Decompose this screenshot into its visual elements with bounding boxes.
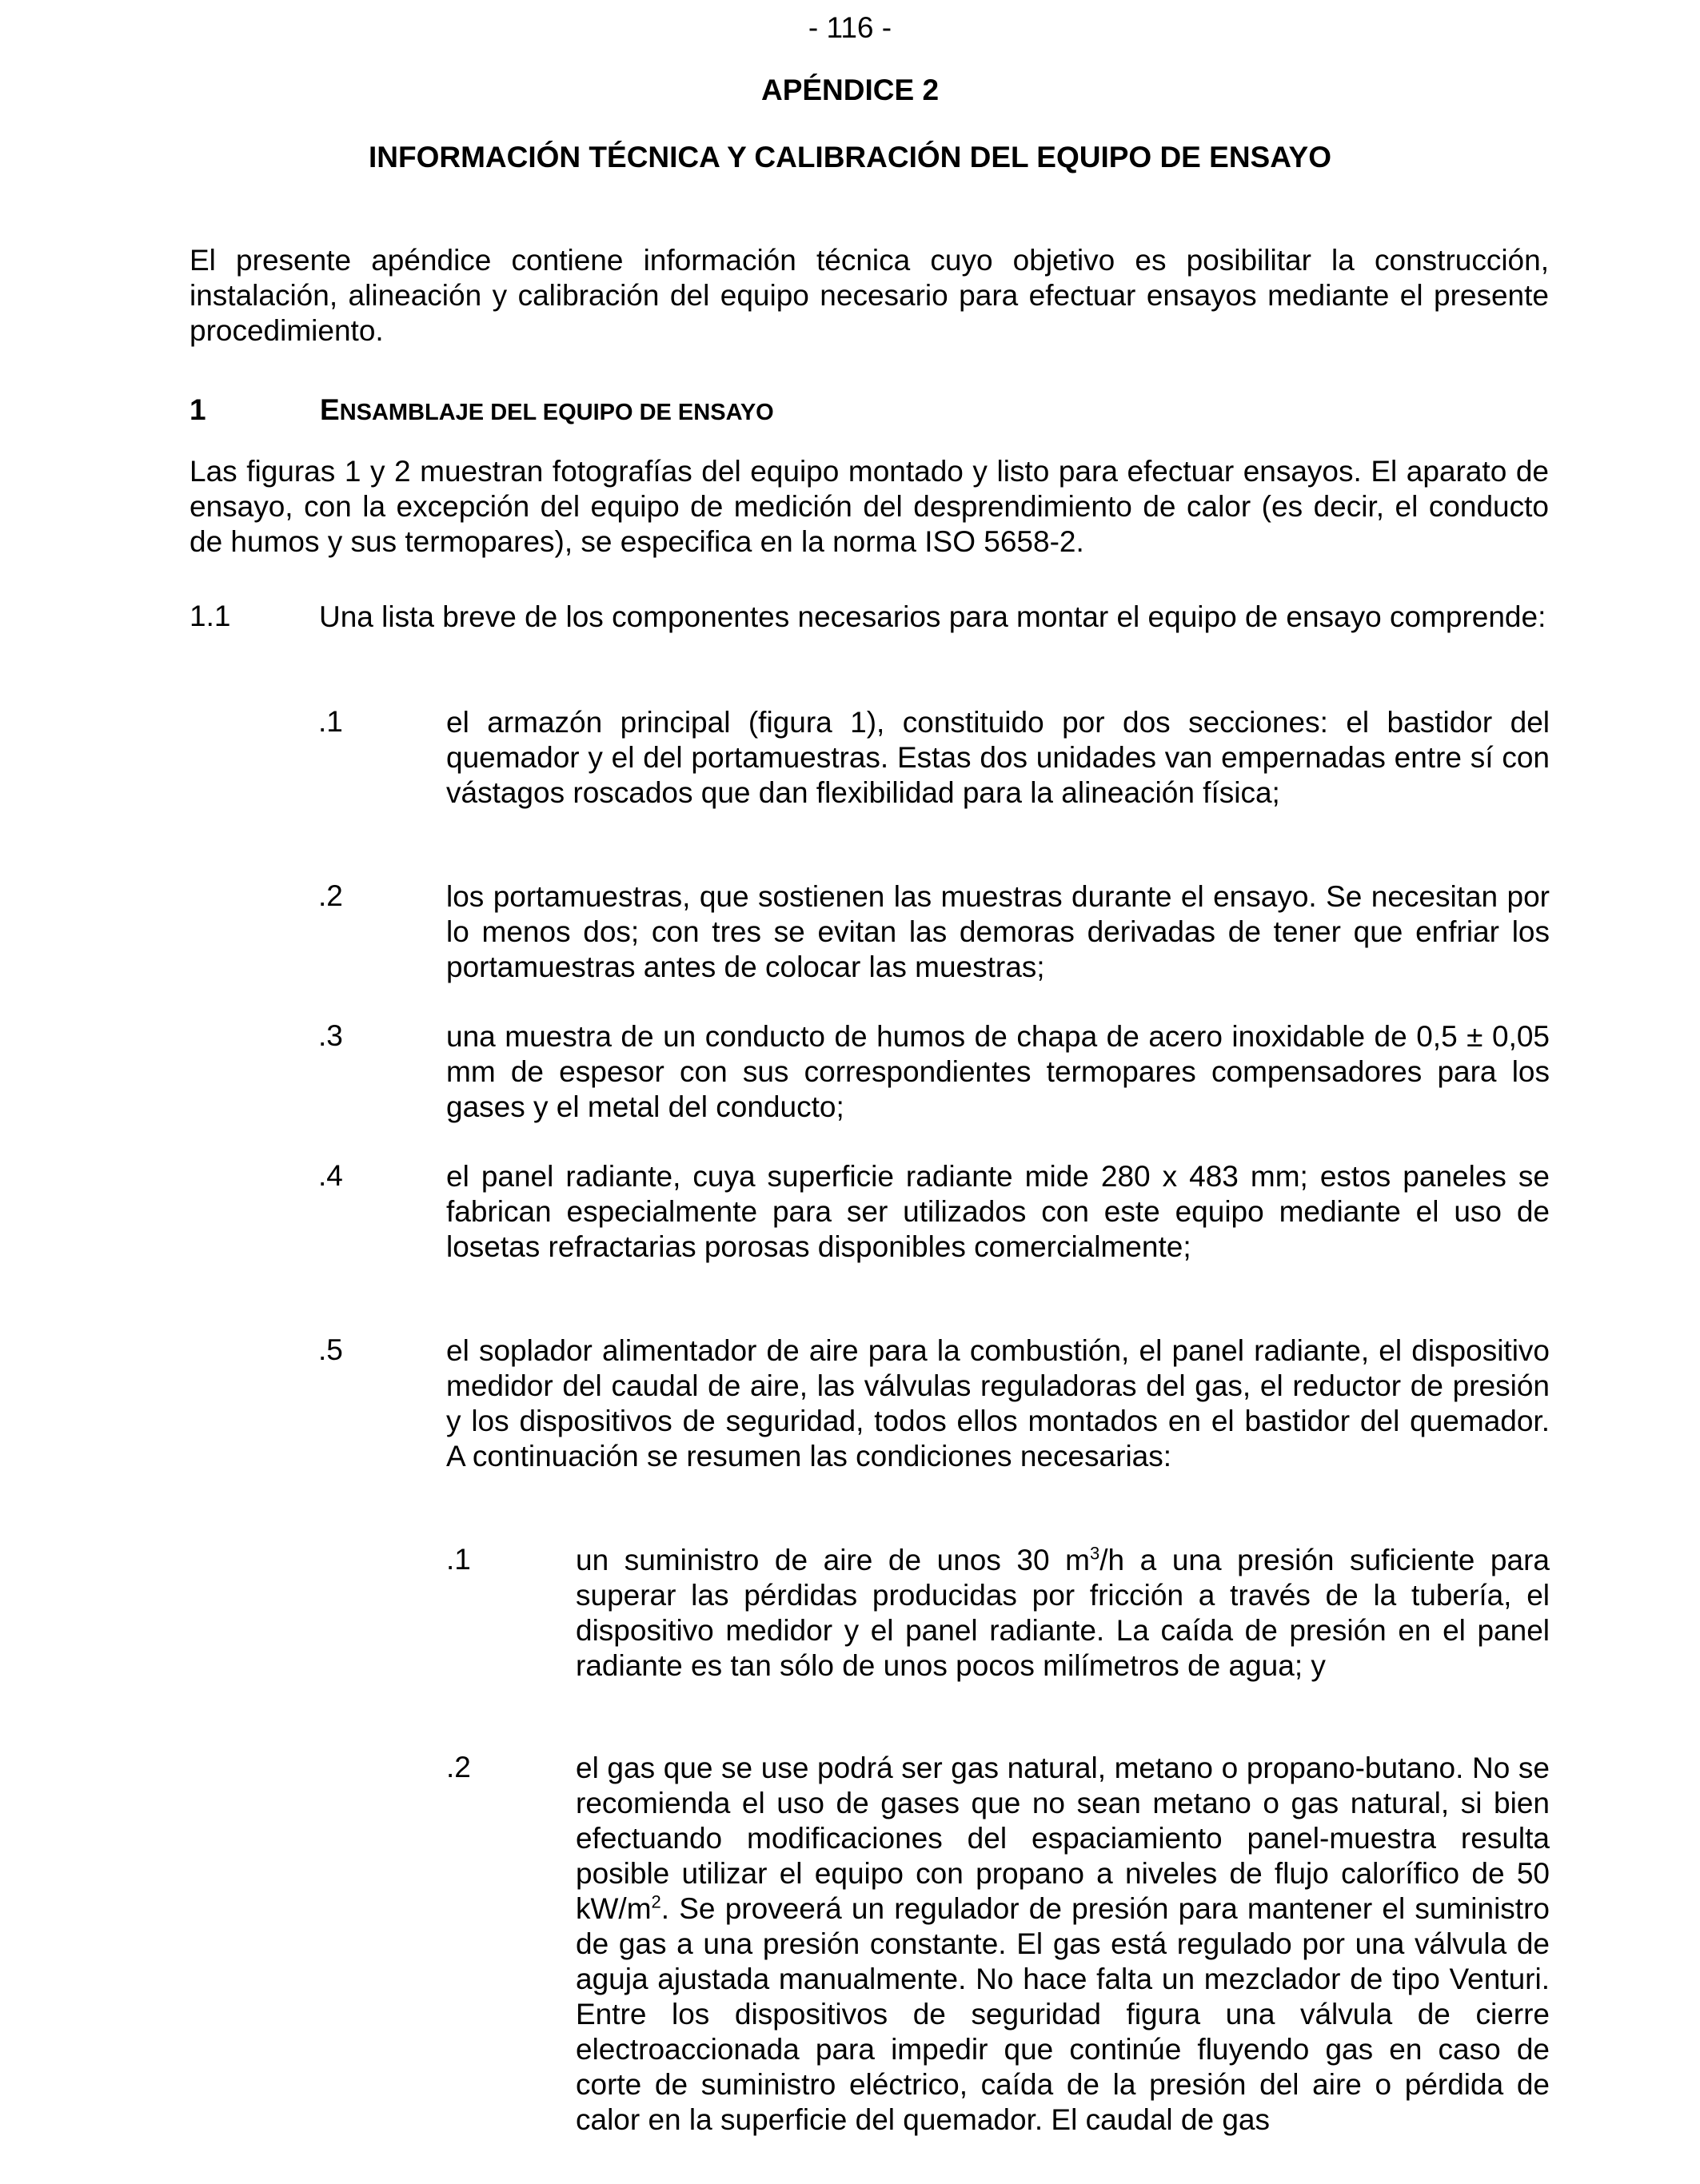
superscript: 3: [1089, 1543, 1100, 1564]
page-number: - 116 -: [808, 11, 892, 44]
subsection-text: Una lista breve de los componentes necesarios para montar el equipo de ensayo comprende:: [319, 600, 1546, 633]
list-item-text: los portamuestras, que sostienen las muestras durante el ensayo. Se necesitan por lo menos dos; con tres se evitan las demoras derivadas de tener que enfriar los portamuestras antes de colocar las muestras;: [446, 880, 1550, 983]
appendix-title: APÉNDICE 2: [760, 74, 940, 106]
list-item-number: .4: [318, 1159, 343, 1192]
list-item-text: el panel radiante, cuya superficie radiante mide 280 x 483 mm; estos paneles se fabrican especialmente para ser utilizados con este equipo mediante el uso de losetas refractarias porosas disponibles comercialmente;: [446, 1160, 1550, 1263]
section-heading: [190, 393, 774, 427]
list-item-number: .1: [318, 705, 343, 738]
sub-list-item-text: un suministro de aire de unos 30 $m^3/h$ a una presión suficiente para superar las pérdidas producidas por fricción a través de la tubería, el dispositivo medidor y el panel radiante. La caída de presión en el panel radiante es tan sólo de unos pocos milímetros de agua; y: [576, 1543, 1550, 1682]
main-title: INFORMACIÓN TÉCNICA Y CALIBRACIÓN DEL EQUIPO DE ENSAYO: [369, 141, 1331, 173]
list-item-text: el soplador alimentador de aire para la combustión, el panel radiante, el dispositivo medidor del caudal de aire, las válvulas reguladoras del gas, el reductor de presión y los dispositivos de seguridad, todos ellos montados en el bastidor del quemador. A continuación se resumen las condiciones necesarias:: [446, 1334, 1550, 1473]
list-item-text: el armazón principal (figura 1), constituido por dos secciones: el bastidor del quemador y el del portamuestras. Estas dos unidades van empernadas entre sí con vástagos roscados que dan flexibilidad para la alineación física;: [446, 706, 1550, 809]
list-item-text: una muestra de un conducto de humos de chapa de acero inoxidable de 0,5 ± 0,05 mm de espesor con sus correspondientes termopares compensadores para los gases y el metal del conducto;: [446, 1020, 1550, 1123]
subsection-number: 1.1: [190, 600, 231, 632]
section-paragraph: Las figuras 1 y 2 muestran fotografías del equipo montado y listo para efectuar ensayos. El aparato de ensayo, con la excepción del equipo de medición del desprendimiento de calor (es decir, el conducto de humos y sus termopares), se especifica en la norma ISO 5658-2.: [190, 455, 1549, 558]
intro-paragraph: El presente apéndice contiene información técnica cuyo objetivo es posibilitar la construcción, instalación, alineación y calibración del equipo necesario para efectuar ensayos mediante el presente procedimiento.: [190, 244, 1549, 347]
sub-list-item-number: .2: [446, 1751, 471, 1783]
sub-list-item-text: el gas que se use podrá ser gas natural, metano o propano-butano. No se recomienda el uso de gases que no sean metano o gas natural, si bien efectuando modificaciones del espaciamiento panel-muestra resulta posible utilizar el equipo con propano a niveles de flujo calorífico de 50 $kW/m^2$. Se proveerá un regulador de presión para mantener el suministro de gas a una presión constante. El gas está regulado por una válvula de aguja ajustada manualmente. No hace falta un mezclador de tipo Venturi. Entre los dispositivos de seguridad figura una válvula de cierre electroaccionada para impedir que continúe fluyendo gas en caso de corte de suministro eléctrico, caída de la presión del aire o pérdida de calor en la superficie del quemador. El caudal de gas: [576, 1752, 1550, 2136]
list-item-number: .3: [318, 1019, 343, 1052]
superscript: 2: [651, 1891, 661, 1912]
section-number: 1: [190, 393, 206, 426]
section-title-rest: NSAMBLAJE DEL EQUIPO DE ENSAYO: [339, 400, 774, 425]
section-title-initial: E: [320, 393, 340, 426]
sub-list-item-number: .1: [446, 1543, 471, 1576]
list-item-number: .5: [318, 1333, 343, 1366]
list-item-number: .2: [318, 879, 343, 912]
